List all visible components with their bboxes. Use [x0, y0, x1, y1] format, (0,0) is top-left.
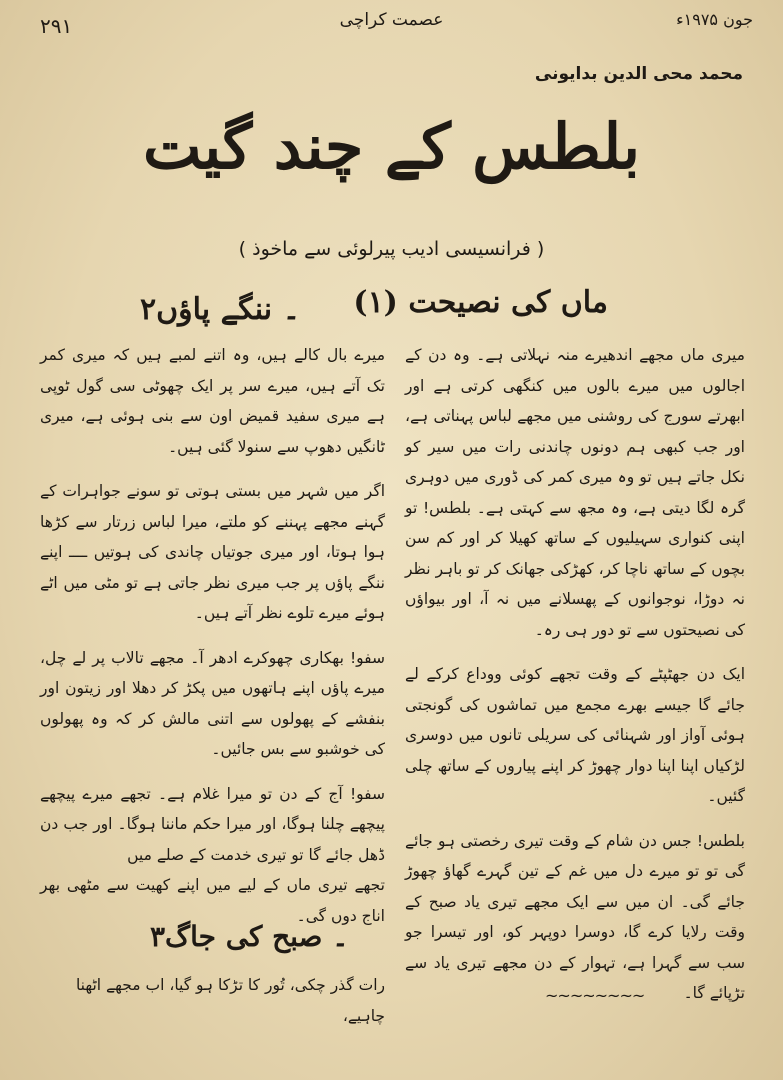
page-number: ۲۹۱ — [40, 14, 73, 38]
section-3-heading: ۳۔ صبح کی جاگ — [150, 920, 349, 953]
section-1-heading: (۱) ماں کی نصیحت — [353, 285, 608, 320]
section-1-paragraph: میری ماں مجھے اندھیرے منہ نہلاتی ہے۔ وہ دن کے اجالوں میں میرے بالوں میں کنگھی کرتی ہے اور ابھرتے سورج کی روشنی میں مجھے لباس پہناتی ہے، اور جب کبھی ہم دونوں چاندنی رات میں سیر کو نکل جاتے ہیں تو وہ میری کمر کی ڈوری میں دوہری گرہ لگا دیتی ہے، وہ مجھ سے کہتی ہے۔ بلطس! تو اپنی کنواری سہیلیوں کے ساتھ کھیلا کر اور کم سن بچوں کے ساتھ ناچا کر، کھڑکی جھانک کر تو باہر نظر نہ دوڑا، نوجوانوں کے پھسلانے میں نہ آ، اور بیواؤں کی نصیحتوں سے تو دور ہی رہ۔ — [405, 346, 745, 639]
section-3-first-line: رات گذر چکی، تُور کا تڑکا ہو گیا، اب مجھے اٹھنا چاہیے، — [75, 976, 385, 1025]
section-1-paragraph: ایک دن جھٹپٹے کے وقت تجھے کوئی ووداع کرکے لے جائے گا جیسے بھرے مجمع میں تماشوں کی گونجتی ہوئی آواز اور شہنائی کی سریلی تانوں میں دوسری لڑکیاں اپنا اپنا دوار چھوڑ کر اپنے پیاروں کے ساتھ چلی گئیں۔ — [405, 665, 745, 805]
issue-date: جون ۱۹۷۵ء — [676, 10, 753, 29]
end-mark: ~~~~~~~~ — [545, 986, 645, 1005]
section-2-paragraph: اگر میں شہر میں بستی ہوتی تو سونے جواہرات کے گہنے مجھے پہننے کو ملتے، میرا لباس زرتار سے کڑھا ہوا ہوتا، اور میری جوتیاں چاندی کی ہوتیں ــــ اپنے ننگے پاؤں پر جب میری نظر جاتی ہے تو مٹی میں اٹے ہوئے میرے تلوے نظر آتے ہیں۔ — [40, 482, 385, 622]
section-2-body — [40, 340, 385, 945]
section-2-paragraph: سفو! بھکاری چھوکرے ادھر آ۔ مجھے تالاب پر لے چل، میرے پاؤں اپنے ہاتھوں میں پکڑ کر دھلا اور زیتون اور بنفشے کے پھولوں سے اتنی مالش کر کہ وہ پھولوں کی خوشبو سے بس جائیں۔ — [40, 648, 385, 758]
magazine-name: عصمت کراچی — [339, 10, 444, 30]
section-1-paragraph: بلطس! جس دن شام کے وقت تیری رخصتی ہو جائے گی تو تو میرے دل میں غم کے تین گہرے گھاؤ چھوڑ جائے گی۔ ان میں سے ایک مجھے تیری یاد صبح کے وقت رلایا کرے گا، دوسرا دوپہر کو، اور تیسرا جو سب سے گہرا ہے، تہوار کے دن مجھے تیری یاد سے تڑپائے گا۔ — [405, 831, 745, 1002]
author-name: محمد محی الدین بدایونی — [534, 64, 743, 84]
section-2-paragraph: سفو! آج کے دن تو میرا غلام ہے۔ تجھے میرے پیچھے پیچھے چلنا ہوگا، اور میرا حکم ماننا ہوگا۔ اور جب دن ڈھل جائے گا تو تیری خدمت کے صلے میں — [40, 784, 385, 864]
article-subtitle: ( فرانسیسی ادیب پیرلوئی سے ماخوذ ) — [238, 238, 545, 260]
section-2-paragraph: میرے بال کالے ہیں، وہ اتنے لمبے ہیں کہ میری کمر تک آتے ہیں، میرے سر پر ایک چھوٹی سی گول ٹوپی ہے میری سفید قمیض اون سے بنی ہوئی ہے، میری ٹانگیں دھوپ سے سنولا گئی ہیں۔ — [40, 346, 385, 456]
section-1-body — [405, 340, 745, 1023]
section-2-paragraph: تجھے تیری ماں کے لیے میں اپنے کھیت سے مٹھی بھر اناج دوں گی۔ — [40, 876, 385, 925]
section-2-heading: ۲۔ ننگے پاؤں — [140, 292, 301, 327]
article-title: بلطس کے چند گیت — [143, 110, 640, 183]
